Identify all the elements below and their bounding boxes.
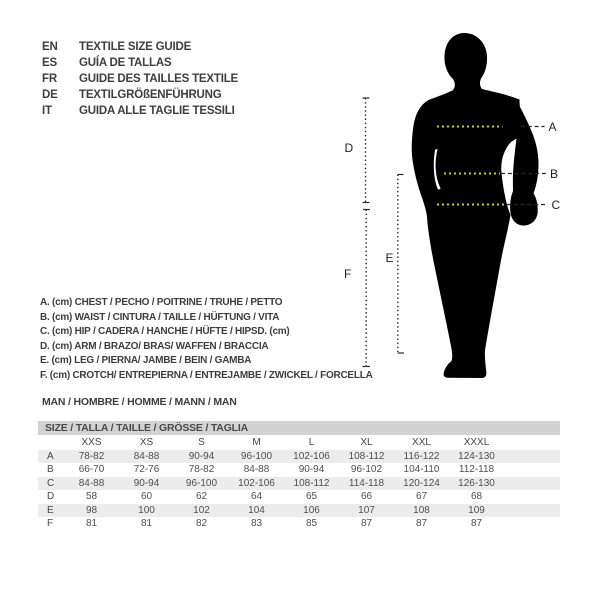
size-col-header [38,436,64,450]
arm-length-line [363,98,370,203]
guide-title: GUIDA ALLE TAGLIE TESSILI [79,105,235,117]
waist-label: B [550,167,559,181]
row-label: D [47,491,55,502]
gender-line: MAN / HOMBRE / HOMME / MANN / MAN [42,396,237,408]
size-cell: 102 [193,504,210,516]
size-cell: 87 [360,518,373,529]
size-cell: 87 [415,518,428,529]
size-cell: 82 [195,518,208,529]
size-col-header: XXS [81,437,102,448]
size-cell: 114-118 [348,477,385,489]
size-cell: 83 [250,518,263,529]
row-label: C [47,477,55,489]
legend-item-chest: A. (cm) CHEST / PECHO / POITRINE / TRUHE / PETTO [40,297,283,308]
size-cell: 65 [305,491,318,502]
hip-label: C [551,198,561,212]
legend-item-waist: B. (cm) WAIST / CINTURA / TAILLE / HÜFTUNG / VITA [40,311,280,323]
row-label: E [47,504,54,516]
size-cell: 102-106 [293,450,330,462]
size-cell: 98 [85,504,98,516]
size-table-title: SIZE / TALLA / TAILLE / GRÖSSE / TAGLIA [38,421,560,435]
filler-cell [504,504,560,518]
table-row-leg [38,504,560,518]
lang-code: ES [42,57,57,69]
leg-length-line [398,175,404,354]
size-cell: 96-100 [240,450,273,462]
guide-title: TEXTILGRÖßENFÜHRUNG [79,89,222,101]
lang-code: IT [42,105,52,117]
row-label: A [47,450,54,462]
size-cell: 81 [85,518,98,529]
size-cell: 109 [468,504,485,516]
size-cell: 106 [303,504,320,516]
size-cell: 108-112 [348,450,385,462]
size-cell: 112-118 [458,464,495,475]
size-cell: 96-102 [350,464,383,475]
size-cell: 64 [250,491,263,502]
size-cell: 90-94 [298,464,325,475]
size-cell: 67 [415,491,428,502]
chest-label: A [548,120,557,134]
size-cell: 96-100 [185,477,218,489]
size-col-header: XXL [412,437,431,448]
filler-cell [504,477,560,491]
size-col-header: M [252,437,261,448]
size-header-row [38,436,560,450]
filler-cell [504,436,560,450]
size-cell: 72-76 [133,464,160,475]
lang-code: EN [42,41,58,53]
size-table-grid [38,436,560,531]
size-col-header: S [198,437,205,448]
size-cell: 108 [413,504,430,516]
measurement-legend [40,296,373,383]
guide-title: GUÍA DE TALLAS [79,57,172,69]
size-col-header: L [308,437,315,448]
size-cell: 81 [140,518,153,529]
size-cell: 102-106 [238,477,275,489]
table-row-hip [38,477,560,491]
size-cell: 104-110 [403,464,440,475]
crotch-label: F [344,267,352,281]
lang-code: DE [42,89,58,101]
size-col-header: XXXL [463,437,490,448]
size-cell: 68 [470,491,483,502]
guide-title: GUIDE DES TAILLES TEXTILE [79,73,238,85]
size-cell: 58 [85,491,98,502]
size-cell: 90-94 [188,450,215,462]
row-label: B [47,464,54,475]
size-cell: 107 [358,504,375,516]
legend-item-arm: D. (cm) ARM / BRAZO/ BRAS/ WAFFEN / BRACCIA [40,340,269,352]
size-cell: 66-70 [78,464,105,475]
man-silhouette-icon [412,33,539,378]
size-col-header: XL [360,437,373,448]
legend-item-hip: C. (cm) HIP / CADERA / HANCHE / HÜFTE / HIPSD. (cm) [40,326,290,338]
size-cell: 78-82 [78,450,105,462]
size-cell: 84-88 [78,477,105,489]
filler-cell [504,490,560,504]
row-label: F [47,518,54,529]
table-row-waist [38,463,560,477]
size-cell: 120-124 [403,477,440,489]
size-cell: 66 [360,491,373,502]
size-cell: 90-94 [133,477,160,489]
size-cell: 126-130 [458,477,495,489]
size-table [38,421,560,531]
table-row-arm [38,490,560,504]
size-cell: 84-88 [243,464,270,475]
filler-cell [504,517,560,531]
size-cell: 60 [140,491,153,502]
size-cell: 85 [305,518,318,529]
arm-label: D [344,141,354,155]
size-cell: 100 [138,504,155,516]
size-cell: 87 [470,518,483,529]
table-row-chest [38,450,560,464]
size-cell: 124-130 [458,450,495,462]
filler-cell [504,463,560,477]
table-row-crotch [38,517,560,531]
legend-item-crotch: F. (cm) CROTCH/ ENTREPIERNA / ENTREJAMBE / ZWICKEL / FORCELLA [40,369,373,381]
leg-label: E [385,251,394,265]
size-cell: 84-88 [133,450,160,462]
guide-title: TEXTILE SIZE GUIDE [79,41,192,53]
size-cell: 78-82 [188,464,215,475]
lang-code: FR [42,73,57,85]
size-col-header: XS [139,437,154,448]
size-cell: 116-122 [403,450,440,462]
size-cell: 62 [195,491,208,502]
filler-cell [504,450,560,464]
size-cell: 104 [248,504,265,516]
size-cell: 108-112 [293,477,330,489]
legend-item-leg: E. (cm) LEG / PIERNA/ JAMBE / BEIN / GAMBA [40,355,252,367]
